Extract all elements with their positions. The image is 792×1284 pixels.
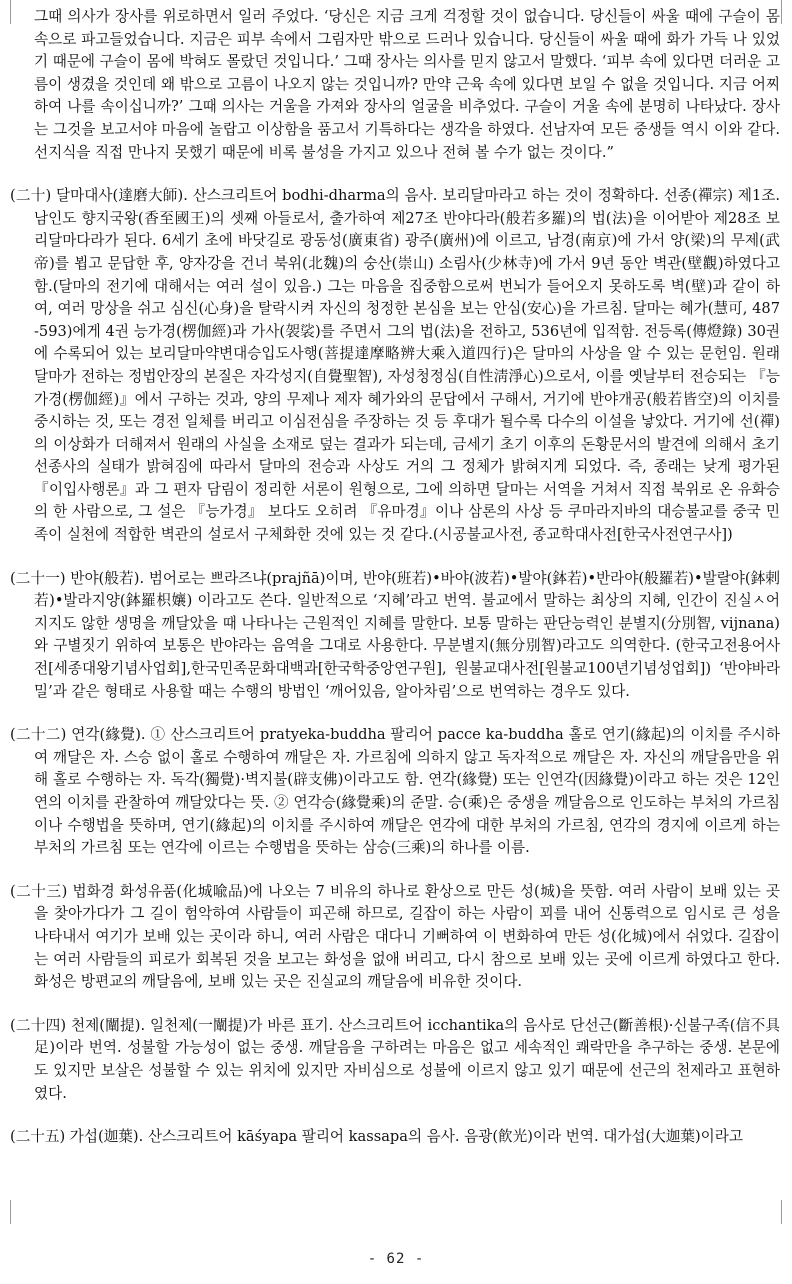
- footnote-25: (二十五) 가섭(迦葉). 산스크리트어 kāśyapa 팔리어 kassapa의 음사. 음광(飮光)이라 번역. 대가섭(大迦葉)이라고: [10, 1128, 743, 1146]
- footnote-20: (二十) 달마대사(達磨大師). 산스크리트어 bodhi-dharma의 음사. 보리달마라고 하는 것이 정확하다. 선종(禪宗) 제1조. 남인도 향지국왕(香至國王)의 셋째 아들로서, 출가하여 제27조 반야다라(般若多羅)의 법(法)을 이어받아 제28조 보리달마다라가 된다. 6세기 초에 바닷길로 광동성(廣東省) 광주(廣州)에 이르고, 남경(南京)에 가서 양(梁)의 무제(武帝)를 뵙고 문답한 후, 양자강을 건너 북위(北魏)의 숭산(崇山) 소림사(少林寺)에 가서 9년 동안 벽관(壁觀)하였다고 함.(달마의 전기에 대해서는 여러 설이 있음.) 그는 마음을 집중함으로써 번뇌가 들어오지 못하도록 벽(壁)과 같이 하여, 여러 망상을 쉬고 심신(心身)을 탈락시켜 자신의 청정한 본심을 보는 안심(安心)을 가르침. 달마는 혜가(慧可, 487-593)에게 4권 능가경(楞伽經)과 가사(袈裟)를 주면서 그의 법(法)을 전하고, 536년에 입적함. 전등록(傳燈錄) 30권에 수록되어 있는 보리달마약변대승입도사행(菩提達摩略辨大乘入道四行)은 달마의 사상을 알 수 있는 문헌임. 원래 달마가 전하는 정법안장의 본질은 자각성지(自覺聖智), 자성청정심(自性淸淨心)으로서, 이를 옛날부터 전승되는 『능가경(楞伽經)』에서 구하는 것과, 양의 무제나 제자 혜가와의 문답에서 구해서, 거기에 반야개공(般若皆空)의 이치를 중시하는 것, 또는 경전 일체를 버리고 이심전심을 주장하는 것 등 후대가 될수록 다수의 이설을 낳았다. 거기에 선(禪)의 이상화가 더해져서 원래의 사실을 소재로 덮는 결과가 되는데, 금세기 초기 이후의 돈황문서의 발견에 의해서 초기 선종사의 실태가 밝혀짐에 따라서 달마의 전승과 사상도 거의 그 정체가 밝혀지게 되었다. 즉, 종래는 낮게 평가된 『이입사행론』과 그 편자 담림이 정리한 서론이 원형으로, 그에 의하면 달마는 서역을 거쳐서 직접 북위로 온 유화승의 한 사람으로, 그 설은 『능가경』 보다도 오히려 『유마경』이나 삼론의 사상 등 쿠마라지바의 대승불교를 중국 민족이 실천에 적합한 벽관의 설로서 구체화한 것에 있는 것 같다.(시공불교사전, 종교학대사전[한국사전연구사]): [10, 187, 780, 544]
- footnote-21: (二十一) 반야(般若). 범어로는 쁘라즈냐(prajñā)이며, 반야(班若)•바야(波若)•발야(鉢若)•반라야(般羅若)•발랄야(鉢剌若)•발라지양(鉢羅枳孃) 이라고도 쓴다. 일반적으로 ‘지혜’라고 번역. 불교에서 말하는 최상의 지혜, 인간이 진실ㅅ어지지도 않한 생명을 깨달았을 때 나타나는 근원적인 지혜를 말한다. 보통 말하는 판단능력인 분별지(分別智, vijnana)와 구별짓기 위하여 보통은 반야라는 음역을 그대로 사용한다. 무분별지(無分別智)라고도 의역한다. (한국고전용어사전[세종대왕기념사업회],한국민족문화대백과[한국학중앙연구원], 원불교대사전[원불교100년기념성업회]) ‘반야바라밀’과 같은 형태로 사용할 때는 수행의 방법인 ‘깨어있음, 알아차림’으로 번역하는 경우도 있다.: [10, 569, 780, 700]
- footnote-24: (二十四) 천제(闡提). 일천제(一闡提)가 바른 표기. 산스크리트어 icchantika의 음사로 단선근(斷善根)·신불구족(信不具足)이라 번역. 성불할 가능성이 없는 중생. 깨달음을 구하려는 마음은 없고 세속적인 쾌락만을 추구하는 중생. 본문에도 있지만 보살은 성불할 수 있는 위치에 있지만 자비심으로 성불에 이르지 않고 있기 때문에 선근의 천제라고 표현하였다.: [10, 1016, 780, 1102]
- crop-mark-bottom-left: [10, 1200, 11, 1224]
- footnote-22: (二十二) 연각(緣覺). ① 산스크리트어 pratyeka-buddha 팔리어 pacce ka-buddha 홀로 연기(緣起)의 이치를 주시하여 깨달은 자. 스승 없이 홀로 수행하여 깨달은 자. 가르침에 의하지 않고 독자적으로 깨달은 자. 자신의 깨달음만을 위해 홀로 수행하는 자. 독각(獨覺)·벽지불(辟支佛)이라고도 함. 연각(緣覺) 또는 인연각(因緣覺)이라고 하는 것은 12인연의 이치를 관찰하여 깨달았다는 뜻. ② 연각승(緣覺乘)의 준말. 승(乘)은 중생을 깨달음으로 인도하는 부처의 가르침이나 수행법을 뜻하며, 연기(緣起)의 이치를 주시하여 깨달은 연각에 대한 부처의 가르침, 연각의 경지에 이르게 하는 부처의 가르침 또는 연각에 이르는 수행법을 뜻하는 삼승(三乘)의 하나를 이름.: [10, 726, 780, 857]
- crop-mark-bottom-right: [781, 1200, 782, 1224]
- crop-mark-top-right: [781, 0, 782, 24]
- paragraph-continued: 그때 의사가 장사를 위로하면서 일러 주었다. ‘당신은 지금 크게 걱정할 것이 없습니다. 당신들이 싸울 때에 구슬이 몸속으로 파고들었습니다. 지금은 피부 속에서 그림자만 밖으로 드러나 있습니다. 당신들이 싸울 때에 화가 가득 나 있었기 때문에 구슬이 몸에 박혀도 몰랐던 것입니다.’ 그때 장사는 의사를 믿지 않고서 말했다. ‘피부 속에 있다면 더러운 고름이 생겼을 것인데 왜 밖으로 고름이 나오지 않는 것입니까? 만약 근육 속에 있다면 보일 수 없을 것입니다. 지금 어찌하여 나를 속이십니까?’ 그때 의사는 거울을 가져와 장사의 얼굴을 비추었다. 구슬이 거울 속에 분명히 나타났다. 장사는 그것을 보고서야 마음에 놀랍고 이상함을 품고서 기특하다는 생각을 하였다. 선남자여 모든 중생들 역시 이와 같다. 선지식을 직접 만나지 못했기 때문에 비록 불성을 가지고 있으나 전혀 볼 수가 없는 것이다.”: [34, 8, 780, 161]
- footnote-23: (二十三) 법화경 화성유품(化城喩品)에 나오는 7 비유의 하나로 환상으로 만든 성(城)을 뜻함. 여러 사람이 보배 있는 곳을 찾아가다가 그 길이 험악하여 사람들이 피곤해 하므로, 길잡이 하는 사람이 꾀를 내어 신통력으로 임시로 큰 성을 나타내서 여기가 보배 있는 곳이라 하니, 여러 사람은 대다니 기뻐하여 이 변화하여 만든 성(化城)에서 쉬었다. 길잡이는 여러 사람들의 피로가 회복된 것을 보고는 화성을 없애 버리고, 다시 참으로 보배 있는 곳에 이르게 하였다고 한다. 화성은 방편교의 깨달음에, 보배 있는 곳은 진실교의 깨달음에 비유한 것이다.: [10, 882, 780, 991]
- page-number: - 62 -: [367, 1251, 425, 1267]
- page-body: [10, 6, 780, 1149]
